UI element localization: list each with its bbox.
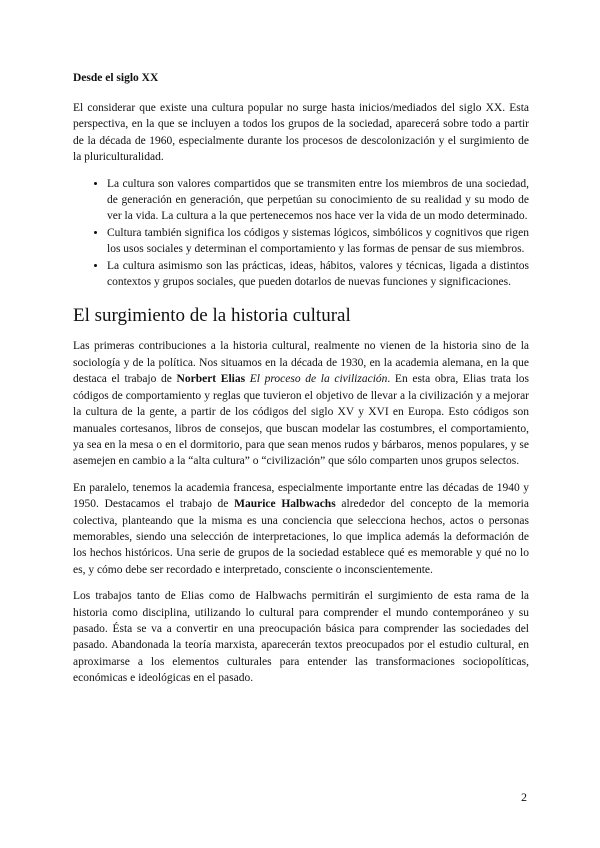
paragraph-text: alrededor del concepto de la memoria colectiva, planteando que la misma es una conciencia que selecciona hechos, actos o personas memorables, siendo una selección de interpretaciones, lo que implica además la deformación de los hechos históricos. Una serie de grupos de la sociedad establece qué es memorable y qué no lo es, y cómo debe ser recordado e interpretado, consciente o inconscientemente. <box>73 498 529 576</box>
paragraph-text: Las primeras contribuciones a la historia cultural, realmente no vienen de la historia sino de la sociología y de la política. Nos situamos en la década de 1930, en la academia alemana, en la que destaca el trabajo de <box>73 340 529 386</box>
intro-paragraph: El considerar que existe una cultura popular no surge hasta inicios/mediados del siglo XX. Esta perspectiva, en la que se incluyen a todos los grupos de la sociedad, aparecerá sobre todo a partir de la década de 1960, especialmente durante los procesos de descolonización y el surgimiento de la pluriculturalidad. <box>73 102 529 164</box>
paragraph-elias <box>73 338 529 469</box>
list-item: • La cultura son valores compartidos que se transmiten entre los miembros de una sociedad, de generación en generación, que perpetúan su conocimiento de su realidad y su modo de ver la vida. La cultura a la que pertenecemos nos hace ver la vida de un modo determinado. <box>107 176 529 225</box>
paragraph-text: . En esta obra, Elias trata los códigos de comportamiento y reglas que tuvieron el objetivo de llevar a la civilización y a mejorar la cultura de la gente, a partir de los códigos del siglo XV y XVI en Europa. Esto códigos son manuales cortesanos, libros de consejos, que buscan modelar las costumbres, el comportamiento, ya sea en la mesa o en el dormitorio, para que sean menos rudos y bárbaros, menos populares, y se asemejen en cambio a la “alta cultura” o “civilización” que sólo comparten unos grupos selectos. <box>73 373 530 468</box>
list-item: • Cultura también significa los códigos y sistemas lógicos, simbólicos y cognitivos que rigen los usos sociales y determinan el comportamiento y las formas de pensar de sus miembros. <box>107 225 529 258</box>
page-number: 2 <box>521 790 527 804</box>
author-name-halbwachs: Maurice Halbwachs <box>234 498 336 511</box>
paragraph-conclusion: Los trabajos tanto de Elias como de Halbwachs permitirán el surgimiento de esta rama de la historia como disciplina, utilizando lo cultural para comprender el mundo contemporáneo y su pasado. Ésta se va a convertir en una preocupación básica para comprender las sociedades del pasado. Abandonada la teoría marxista, aparecerán textos preocupados por el estudio cultural, en aproximarse a los elementos culturales para entender las transformaciones sociopolíticas, económicas e ideológicas en el pasado. <box>73 590 529 685</box>
section-title-historia-cultural: El surgimiento de la historia cultural <box>73 305 351 327</box>
paragraph-halbwachs <box>73 480 529 578</box>
section-heading-siglo-xx: Desde el siglo XX <box>73 72 159 84</box>
paragraph-text: En paralelo, tenemos la academia francesa, especialmente importante entre las décadas de 1940 y 1950. Destacamos el trabajo de <box>73 481 529 511</box>
book-title: El proceso de la civilización <box>249 373 388 386</box>
list-item: • La cultura asimismo son las prácticas, ideas, hábitos, valores y técnicas, ligada a distintos contextos y grupos sociales, que pueden dotarlos de nuevas funciones y significaciones. <box>107 258 529 291</box>
page-content <box>73 70 529 697</box>
culture-definitions-list <box>73 176 529 291</box>
author-name-elias: Norbert Elias <box>176 373 246 386</box>
